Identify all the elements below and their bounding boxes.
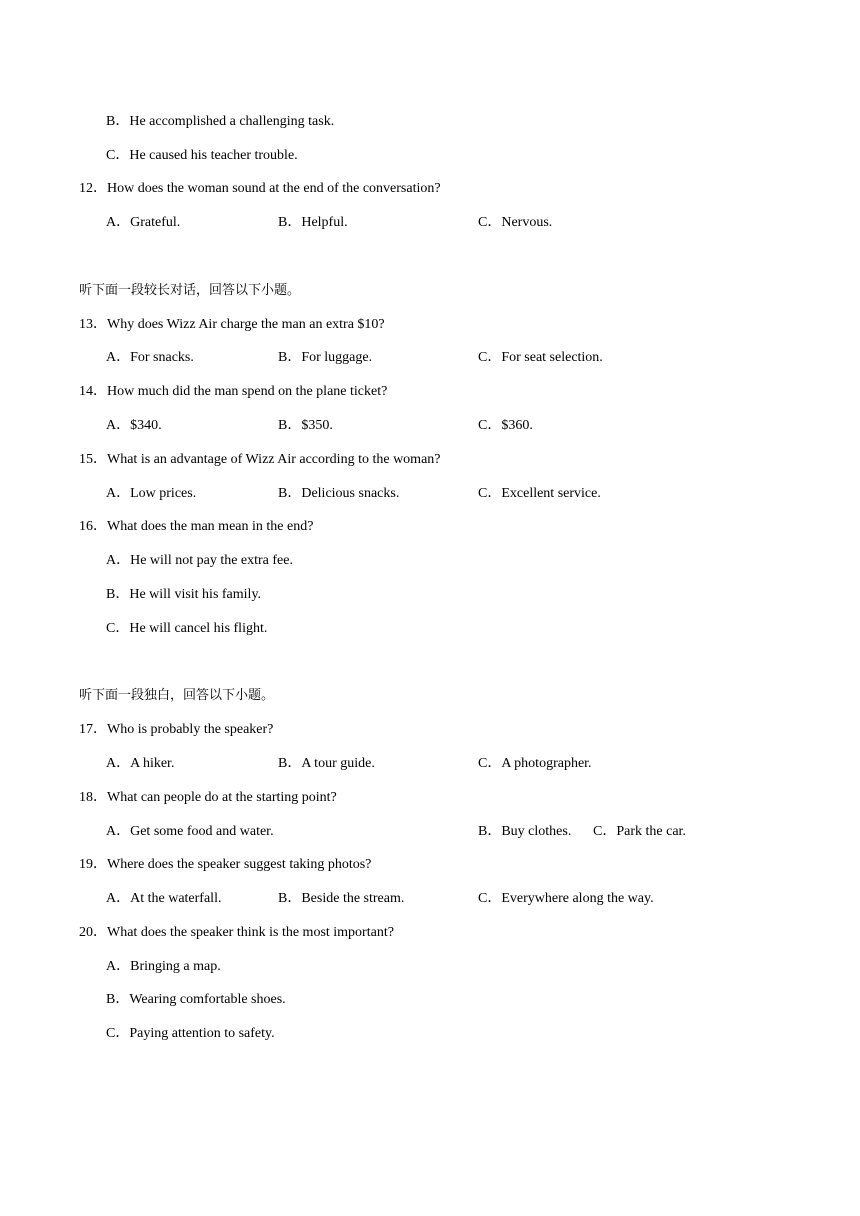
q12-option-c: C．Nervous.: [478, 215, 553, 230]
q20-option-b: B．Wearing comfortable shoes.: [106, 992, 286, 1007]
q13-option-c: C．For seat selection.: [478, 350, 603, 365]
q14-option-a: A．$340.: [106, 418, 162, 433]
q16-option-b: B．He will visit his family.: [106, 587, 262, 602]
q15-option-c: C．Excellent service.: [478, 486, 601, 501]
q19-option-a: A．At the waterfall.: [106, 891, 222, 906]
q13-question: 13．Why does Wizz Air charge the man an extra $10?: [79, 317, 385, 332]
section-heading-monologue: 听下面一段独白，回答以下小题。: [79, 688, 275, 703]
q12-question: 12．How does the woman sound at the end of the conversation?: [79, 181, 441, 196]
q20-option-c: C．Paying attention to safety.: [106, 1026, 275, 1041]
q15-option-b: B．Delicious snacks.: [278, 486, 400, 501]
q16-option-c: C．He will cancel his flight.: [106, 621, 268, 636]
q15-option-a: A．Low prices.: [106, 486, 197, 501]
q17-question: 17．Who is probably the speaker?: [79, 722, 274, 737]
q20-option-a: A．Bringing a map.: [106, 959, 221, 974]
q17-option-c: C．A photographer.: [478, 756, 592, 771]
q16-question: 16．What does the man mean in the end?: [79, 519, 314, 534]
q14-question: 14．How much did the man spend on the plane ticket?: [79, 384, 388, 399]
q19-question: 19．Where does the speaker suggest taking photos?: [79, 857, 372, 872]
q15-question: 15．What is an advantage of Wizz Air according to the woman?: [79, 452, 441, 467]
q14-option-c: C．$360.: [478, 418, 533, 433]
q12-option-a: A．Grateful.: [106, 215, 181, 230]
q19-option-b: B．Beside the stream.: [278, 891, 405, 906]
q19-option-c: C．Everywhere along the way.: [478, 891, 654, 906]
q18-question: 18．What can people do at the starting point?: [79, 790, 337, 805]
q16-option-a: A．He will not pay the extra fee.: [106, 553, 293, 568]
q13-option-a: A．For snacks.: [106, 350, 194, 365]
q13-option-b: B．For luggage.: [278, 350, 373, 365]
q18-option-a: A．Get some food and water.: [106, 824, 274, 839]
q17-option-b: B．A tour guide.: [278, 756, 375, 771]
q12-option-b: B．Helpful.: [278, 215, 348, 230]
q18-option-b: B．Buy clothes.: [478, 824, 572, 839]
q20-question: 20．What does the speaker think is the most important?: [79, 925, 394, 940]
q11-option-b: B．He accomplished a challenging task.: [106, 114, 335, 129]
section-heading-dialogue: 听下面一段较长对话，回答以下小题。: [79, 283, 301, 298]
q11-option-c: C．He caused his teacher trouble.: [106, 148, 298, 163]
q18-option-c: C．Park the car.: [593, 824, 686, 839]
q17-option-a: A．A hiker.: [106, 756, 175, 771]
q14-option-b: B．$350.: [278, 418, 333, 433]
